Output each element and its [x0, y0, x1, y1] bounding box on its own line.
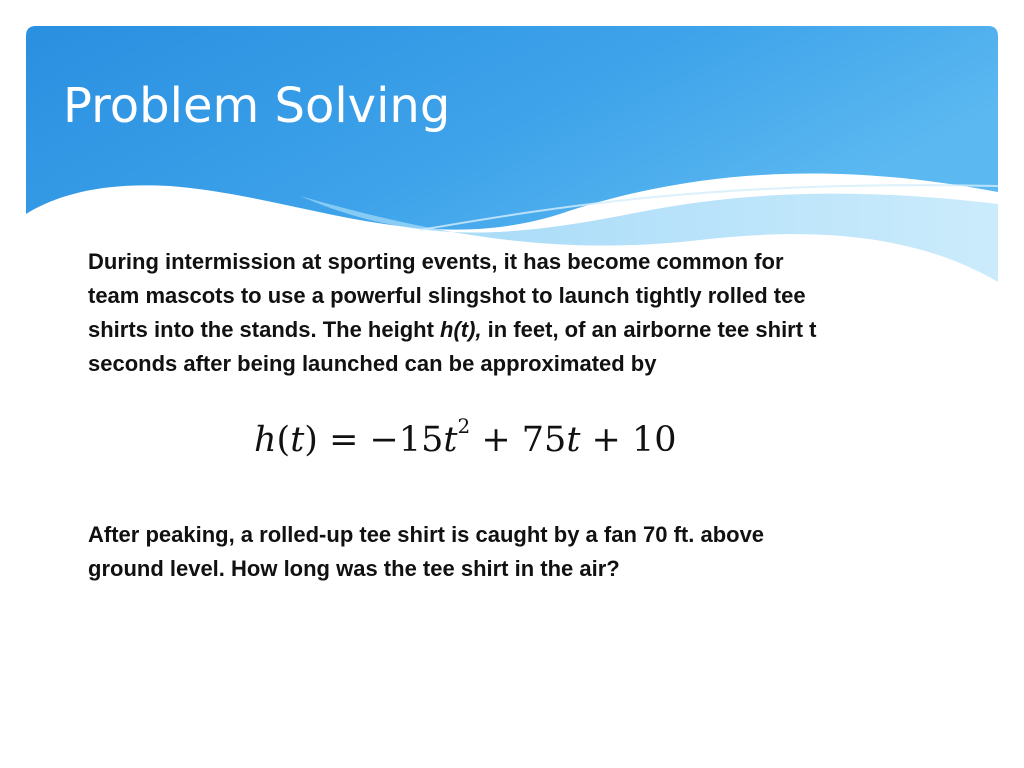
equation-variable: t: [566, 420, 581, 460]
height-function-term: h(t),: [440, 317, 482, 342]
height-equation: $h(t) = -15t^2 + 75t + 10$: [254, 414, 677, 460]
paragraph-line: ground level. How long was the tee shirt in the air?: [88, 556, 620, 581]
paragraph-line: During intermission at sporting events, it has become common for: [88, 249, 784, 274]
slide-title: Problem Solving: [63, 78, 451, 134]
paragraph-line: seconds after being launched can be approximated by: [88, 351, 657, 376]
problem-paragraph: [88, 245, 968, 381]
paragraph-text: in feet, of an airborne tee shirt t: [481, 317, 817, 342]
equation-argument: t: [290, 420, 305, 460]
question-paragraph: [88, 518, 968, 586]
equation-exponent: 2: [457, 414, 471, 438]
paragraph-line: After peaking, a rolled-up tee shirt is caught by a fan 70 ft. above: [88, 522, 765, 547]
paragraph-text: shirts into the stands. The height: [88, 317, 441, 342]
equation-term: + 75: [470, 420, 567, 460]
equation-function: h: [254, 420, 277, 460]
paragraph-line: team mascots to use a powerful slingshot to launch tightly rolled tee: [88, 283, 806, 308]
equation-variable: t: [443, 420, 458, 460]
equation-equals: = −15: [317, 420, 444, 460]
paragraph-line: [88, 313, 968, 347]
equation-term: + 10: [580, 420, 677, 460]
